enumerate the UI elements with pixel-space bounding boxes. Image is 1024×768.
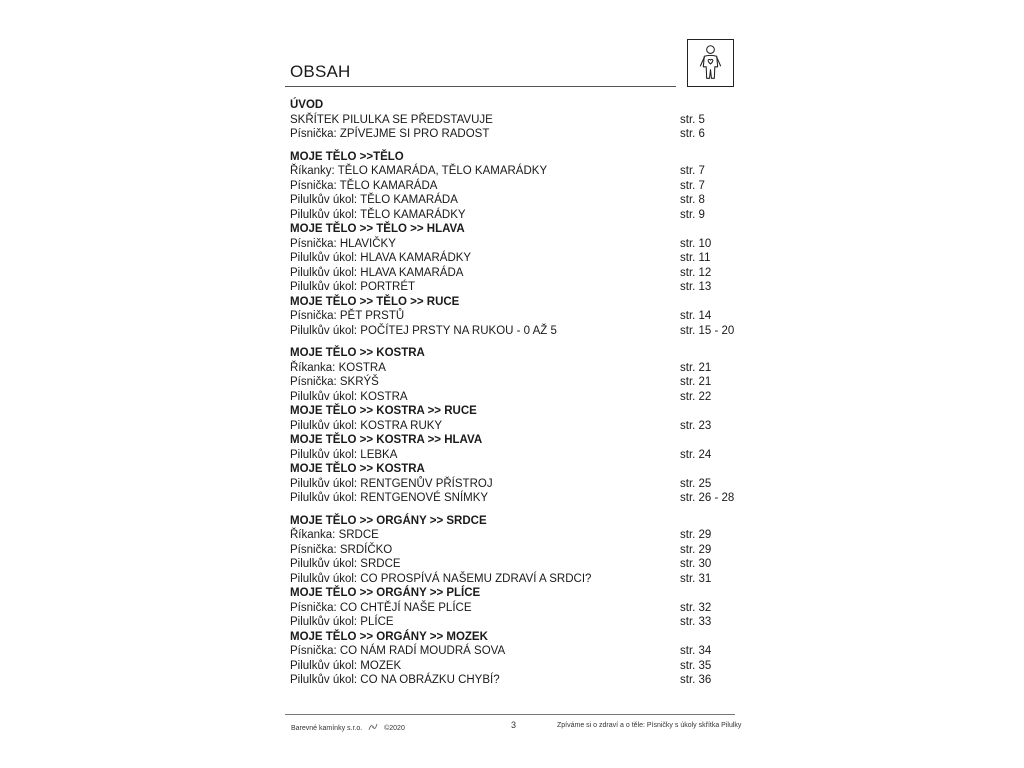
toc-section-heading: [290, 346, 750, 361]
toc-entry-label: MOJE TĚLO >> TĚLO >> HLAVA: [290, 223, 465, 235]
toc-entry-label: MOJE TĚLO >> KOSTRA >> RUCE: [290, 405, 477, 417]
toc-entry: [290, 572, 750, 587]
toc-entry-page: str. 36: [680, 674, 712, 686]
toc-entry-label: MOJE TĚLO >> ORGÁNY >> PLÍCE: [290, 587, 481, 599]
toc-entry-page: str. 24: [680, 448, 712, 461]
toc-entry-page: str. 25: [680, 477, 712, 490]
toc-entry: [290, 615, 750, 630]
toc-entry: [290, 361, 750, 376]
toc-entry-page: str. 31: [680, 572, 712, 585]
toc-entry-label: Písnička: HLAVIČKY: [290, 237, 396, 250]
toc-entry-page: str. 22: [680, 390, 712, 403]
toc-entry-page: str. 34: [680, 645, 712, 657]
toc-entry-page: str. 23: [680, 419, 712, 432]
toc-entry: [290, 528, 750, 543]
toc-entry-label: Pilulkův úkol: MOZEK: [290, 659, 402, 672]
toc-entry-label: Pilulkův úkol: HLAVA KAMARÁDKY: [290, 252, 472, 264]
toc-entry-label: MOJE TĚLO >> KOSTRA: [290, 347, 425, 359]
toc-entry-label: MOJE TĚLO >> KOSTRA: [290, 463, 425, 475]
toc-section-heading: [290, 630, 750, 645]
toc-entry-page: str. 9: [680, 208, 705, 221]
toc-entry-label: Pilulkův úkol: RENTGENOVÉ SNÍMKY: [290, 492, 489, 504]
toc-entry-page: str. 7: [680, 165, 705, 177]
toc-entry: [290, 251, 750, 266]
toc-entry-page: str. 5: [680, 113, 705, 126]
table-of-contents: [290, 98, 750, 688]
toc-entry-label: Pilulkův úkol: RENTGENŮV PŘÍSTROJ: [290, 477, 493, 490]
toc-entry-label: MOJE TĚLO >> ORGÁNY >> MOZEK: [290, 630, 488, 643]
toc-entry: [290, 644, 750, 659]
section-spacer: [290, 142, 750, 150]
title-divider: [285, 86, 676, 87]
toc-entry-page: str. 30: [680, 558, 712, 570]
toc-section-heading: [290, 295, 750, 310]
section-spacer: [290, 338, 750, 346]
toc-entry: [290, 237, 750, 252]
toc-section-heading: [290, 462, 750, 477]
toc-entry-page: str. 29: [680, 529, 712, 541]
toc-entry-page: str. 10: [680, 237, 712, 250]
toc-entry-label: Písnička: TĚLO KAMARÁDA: [290, 179, 438, 192]
child-body-icon: [687, 39, 734, 87]
toc-entry: [290, 164, 750, 179]
toc-entry-label: Pilulkův úkol: LEBKA: [290, 448, 398, 461]
publisher-logo-icon: [367, 722, 379, 734]
toc-entry-label: MOJE TĚLO >> KOSTRA >> HLAVA: [290, 434, 483, 446]
toc-entry-label: Pilulkův úkol: KOSTRA RUKY: [290, 419, 443, 432]
toc-entry: [290, 193, 750, 208]
toc-entry-label: SKŘÍTEK PILULKA SE PŘEDSTAVUJE: [290, 113, 493, 126]
section-spacer: [290, 506, 750, 514]
toc-section-heading: [290, 150, 750, 165]
toc-entry-page: str. 21: [680, 376, 712, 388]
toc-entry-page: str. 29: [680, 543, 712, 556]
toc-entry-page: str. 6: [680, 128, 705, 140]
toc-entry: [290, 324, 750, 339]
toc-entry-label: Pilulkův úkol: TĚLO KAMARÁDA: [290, 194, 458, 206]
toc-entry: [290, 543, 750, 558]
toc-entry-label: Písnička: ZPÍVEJME SI PRO RADOST: [290, 128, 490, 140]
toc-entry-label: Pilulkův úkol: CO NA OBRÁZKU CHYBÍ?: [290, 674, 500, 686]
toc-entry-label: Písnička: PĚT PRSTŮ: [290, 310, 405, 322]
toc-entry-page: str. 32: [680, 601, 712, 614]
toc-entry: [290, 491, 750, 506]
footer-publisher: [291, 722, 405, 734]
toc-entry-label: Písnička: CO CHTĚJÍ NAŠE PLÍCE: [290, 601, 472, 614]
toc-entry-label: Pilulkův úkol: POČÍTEJ PRSTY NA RUKOU - 0 AŽ 5: [290, 324, 557, 337]
toc-section-heading: [290, 514, 750, 529]
toc-entry-label: Písnička: SKRÝŠ: [290, 376, 379, 388]
footer-divider: [285, 714, 735, 715]
toc-entry: [290, 477, 750, 492]
toc-entry: [290, 390, 750, 405]
toc-entry-page: str. 26 - 28: [680, 492, 735, 504]
toc-entry: [290, 601, 750, 616]
toc-entry-label: MOJE TĚLO >> ORGÁNY >> SRDCE: [290, 514, 487, 527]
page-number: 3: [511, 720, 517, 730]
toc-entry-page: str. 12: [680, 266, 712, 279]
toc-entry: [290, 419, 750, 434]
toc-entry-label: Pilulkův úkol: KOSTRA: [290, 390, 408, 403]
toc-entry-page: str. 13: [680, 281, 712, 293]
toc-section-heading: [290, 586, 750, 601]
toc-entry-label: Písnička: CO NÁM RADÍ MOUDRÁ SOVA: [290, 645, 506, 657]
toc-entry-page: str. 21: [680, 361, 712, 374]
toc-entry-label: Písnička: SRDÍČKO: [290, 543, 393, 556]
toc-entry-label: Pilulkův úkol: HLAVA KAMARÁDA: [290, 266, 464, 279]
toc-entry-page: str. 14: [680, 310, 712, 322]
toc-entry-label: Pilulkův úkol: TĚLO KAMARÁDKY: [290, 208, 466, 221]
publisher-name: Barevné kamínky s.r.o.: [291, 724, 363, 732]
toc-entry-label: Pilulkův úkol: SRDCE: [290, 558, 401, 570]
toc-entry: [290, 309, 750, 324]
child-figure-icon: [688, 40, 733, 86]
page-title: OBSAH: [290, 62, 351, 81]
toc-entry: [290, 673, 750, 688]
toc-section-heading: [290, 98, 750, 113]
toc-entry-label: Pilulkův úkol: PLÍCE: [290, 616, 394, 628]
toc-section-heading: [290, 222, 750, 237]
toc-entry-label: Říkanka: KOSTRA: [290, 361, 386, 374]
toc-entry: [290, 127, 750, 142]
toc-section-heading: [290, 433, 750, 448]
toc-entry-page: str. 33: [680, 616, 712, 628]
toc-entry: [290, 208, 750, 223]
toc-entry-label: MOJE TĚLO >> TĚLO >> RUCE: [290, 295, 460, 308]
toc-entry-label: MOJE TĚLO >>TĚLO: [290, 150, 404, 163]
toc-entry-label: ÚVOD: [290, 99, 324, 111]
toc-entry-page: str. 35: [680, 659, 712, 672]
copyright-text: ©2020: [384, 724, 405, 732]
toc-section-heading: [290, 404, 750, 419]
toc-entry-page: str. 7: [680, 179, 705, 192]
toc-entry: [290, 179, 750, 194]
toc-entry: [290, 448, 750, 463]
toc-entry: [290, 557, 750, 572]
toc-entry-label: Říkanky: TĚLO KAMARÁDA, TĚLO KAMARÁDKY: [290, 165, 548, 177]
toc-entry-page: str. 11: [680, 252, 711, 264]
toc-entry-page: str. 15 - 20: [680, 324, 735, 337]
toc-entry-label: Pilulkův úkol: CO PROSPÍVÁ NAŠEMU ZDRAVÍ A SRDCI?: [290, 572, 592, 585]
toc-entry-label: Říkanka: SRDCE: [290, 529, 379, 541]
book-title: Zpíváme si o zdraví a o těle: Písničky s úkoly skřítka Pilulky: [557, 722, 742, 729]
toc-entry-label: Pilulkův úkol: PORTRÉT: [290, 281, 416, 293]
toc-entry-page: str. 8: [680, 194, 705, 206]
toc-entry: [290, 280, 750, 295]
toc-entry: [290, 375, 750, 390]
toc-entry: [290, 659, 750, 674]
toc-entry: [290, 113, 750, 128]
toc-entry: [290, 266, 750, 281]
